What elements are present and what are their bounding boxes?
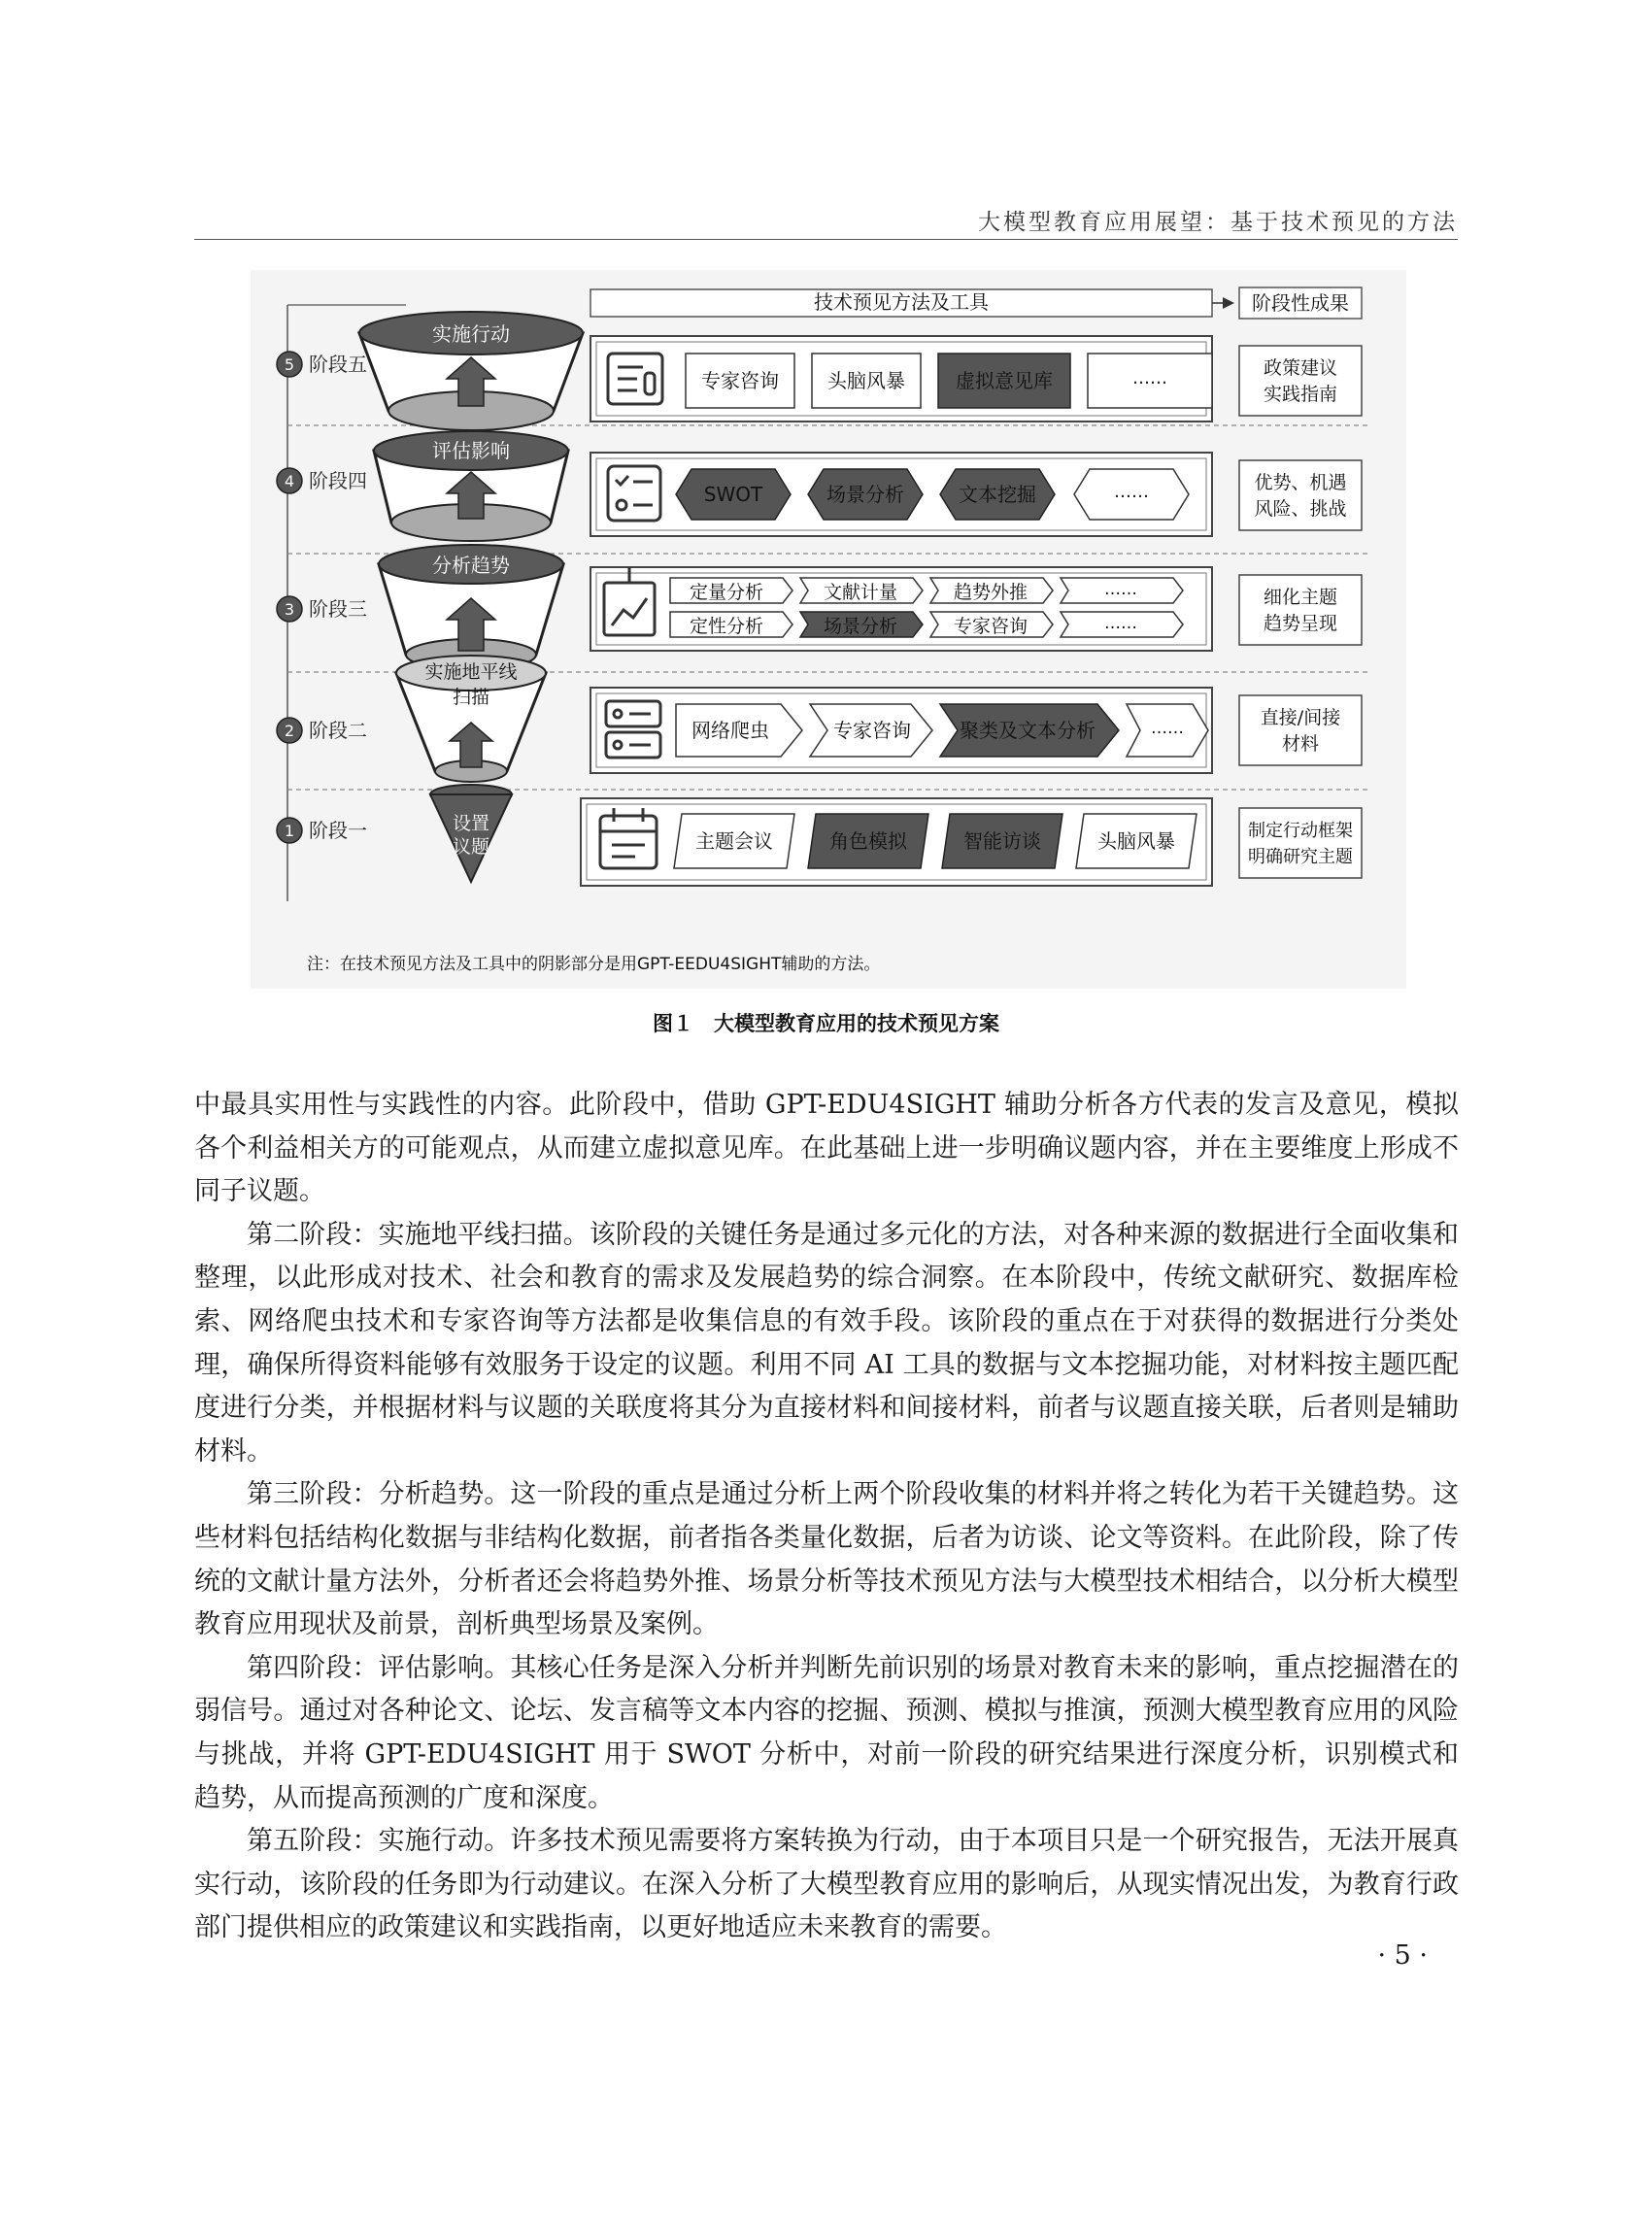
body-text xyxy=(194,1084,1459,1950)
stage-number-5: 5 xyxy=(284,355,295,374)
tool-ellipsis-3a: …… xyxy=(1104,580,1137,599)
stage-number-3: 3 xyxy=(284,600,295,619)
stage-4-row xyxy=(590,453,1362,536)
result-4a: 优势、机遇 xyxy=(1254,472,1347,493)
result-2a: 直接/间接 xyxy=(1260,707,1341,728)
methods-header xyxy=(590,289,1231,317)
funnel-label-1b: 议题 xyxy=(452,836,490,858)
tool-ellipsis-2: …… xyxy=(1151,719,1184,738)
figure-caption: 图１ 大模型教育应用的技术预见方案 xyxy=(653,1012,999,1035)
result-3a: 细化主题 xyxy=(1263,587,1338,608)
tool-ellipsis-5: …… xyxy=(1132,368,1167,388)
funnel-label-3: 分析趋势 xyxy=(432,554,510,577)
funnel-label-1a: 设置 xyxy=(452,813,490,834)
figure-1 xyxy=(251,270,1406,989)
tool-ellipsis-4: …… xyxy=(1114,482,1149,502)
funnel-label-2b: 扫描 xyxy=(452,687,490,708)
stage-5-row xyxy=(590,336,1362,422)
stage-number-2: 2 xyxy=(284,722,295,740)
header-rule xyxy=(194,239,1458,240)
funnel-label-4: 评估影响 xyxy=(432,439,510,462)
tool-expert-consult-5: 专家咨询 xyxy=(701,369,779,392)
stage-1-row xyxy=(581,798,1362,886)
results-header-label: 阶段性成果 xyxy=(1252,291,1349,315)
stage-label-3: 阶段三 xyxy=(309,597,367,621)
tool-bibliometrics: 文献计量 xyxy=(823,582,898,603)
stage-label-2: 阶段二 xyxy=(309,719,367,742)
foresight-scheme-diagram xyxy=(251,270,1406,989)
funnel xyxy=(359,312,583,882)
page-number: · 5 · xyxy=(1377,1940,1428,1971)
tool-text-mining: 文本挖掘 xyxy=(959,483,1036,506)
tool-virtual-opinion-bank: 虚拟意见库 xyxy=(956,369,1053,392)
tool-swot: SWOT xyxy=(703,483,763,506)
tool-expert-consult-2: 专家咨询 xyxy=(833,719,911,742)
methods-header-label: 技术预见方法及工具 xyxy=(814,290,989,314)
result-5a: 政策建议 xyxy=(1263,357,1338,379)
running-head-title: 大模型教育应用展望：基于技术预见的方法 xyxy=(978,210,1458,235)
tool-qualitative-analysis: 定性分析 xyxy=(689,616,764,637)
stage-label-4: 阶段四 xyxy=(309,469,367,492)
stage-2-row xyxy=(590,688,1362,773)
tool-brainstorm-5: 头脑风暴 xyxy=(827,369,905,392)
funnel-label-2a: 实施地平线 xyxy=(424,661,518,683)
stage-label-5: 阶段五 xyxy=(309,353,367,376)
stage-number-1: 1 xyxy=(284,822,295,840)
tool-quantitative-analysis: 定量分析 xyxy=(689,582,764,603)
tool-clustering-text-analysis: 聚类及文本分析 xyxy=(960,719,1096,742)
tool-theme-meeting: 主题会议 xyxy=(695,829,773,853)
tool-trend-extrapolation: 趋势外推 xyxy=(953,582,1028,603)
tool-web-crawler: 网络爬虫 xyxy=(691,719,769,742)
tool-expert-consult-3: 专家咨询 xyxy=(953,616,1028,637)
results-header xyxy=(1239,287,1362,319)
funnel-label-5: 实施行动 xyxy=(432,322,510,346)
paragraph-3: 第三阶段：分析趋势。这一阶段的重点是通过分析上两个阶段收集的材料并将之转化为若干关键趋势。这些材料包括结构化数据与非结构化数据，前者指各类量化数据，后者为访谈、论文等资料。在此阶段，除了传统的文献计量方法外，分析者还会将趋势外推、场景分析等技术预见方法与大模型技术相结合，以分析大模型教育应用现状及前景，剖析典型场景及案例。 xyxy=(194,1479,1459,1640)
result-5b: 实践指南 xyxy=(1263,384,1338,405)
figure-note: 注：在技术预见方法及工具中的阴影部分是用GPT-EEDU4SIGHT辅助的方法。 xyxy=(307,955,881,974)
result-4b: 风险、挑战 xyxy=(1254,498,1347,520)
stage-label-1: 阶段一 xyxy=(309,819,367,842)
result-2b: 材料 xyxy=(1281,733,1320,755)
stage-number-4: 4 xyxy=(284,472,295,490)
stage-3-row xyxy=(590,567,1362,651)
paragraph-2: 第二阶段：实施地平线扫描。该阶段的关键任务是通过多元化的方法，对各种来源的数据进行全面收集和整理，以此形成对技术、社会和教育的需求及发展趋势的综合洞察。在本阶段中，传统文献研究、数据库检索、网络爬虫技术和专家咨询等方法都是收集信息的有效手段。该阶段的重点在于对获得的数据进行分类处理，确保所得资料能够有效服务于设定的议题。利用不同 AI 工具的数据与文本挖掘功能，对材料按主题匹配度进行分类，并根据材料与议题的关联度将其分为直接材料和间接材料，前者与议题直接关联，后者则是辅助材料。 xyxy=(194,1219,1459,1467)
tool-smart-interview: 智能访谈 xyxy=(963,829,1041,853)
paragraph-5: 第五阶段：实施行动。许多技术预见需要将方案转换为行动，由于本项目只是一个研究报告，无法开展真实行动，该阶段的任务即为行动建议。在深入分析了大模型教育应用的影响后，从现实情况出发，为教育行政部门提供相应的政策建议和实践指南，以更好地适应未来教育的需要。 xyxy=(194,1826,1459,1943)
result-1b: 明确研究主题 xyxy=(1248,847,1353,867)
tool-ellipsis-3b: …… xyxy=(1104,614,1137,633)
result-3b: 趋势呈现 xyxy=(1263,613,1338,634)
tool-scenario-analysis-4: 场景分析 xyxy=(826,483,904,506)
tool-scenario-analysis-3: 场景分析 xyxy=(823,616,898,637)
tool-role-play: 角色模拟 xyxy=(829,829,907,853)
paragraph-1: 中最具实用性与实践性的内容。此阶段中，借助 GPT-EDU4SIGHT 辅助分析各方代表的发言及意见，模拟各个利益相关方的可能观点，从而建立虚拟意见库。在此基础上进一步明确议题内容，并在主要维度上形成不同子议题。 xyxy=(194,1090,1459,1207)
result-1a: 制定行动框架 xyxy=(1248,821,1353,841)
paragraph-4: 第四阶段：评估影响。其核心任务是深入分析并判断先前识别的场景对教育未来的影响，重点挖掘潜在的弱信号。通过对各种论文、论坛、发言稿等文本内容的挖掘、预测、模拟与推演，预测大模型教育应用的风险与挑战，并将 GPT-EDU4SIGHT 用于 SWOT 分析中，对前一阶段的研究结果进行深度分析，识别模式和趋势，从而提高预测的广度和深度。 xyxy=(194,1652,1459,1813)
tool-brainstorm-1: 头脑风暴 xyxy=(1097,829,1175,853)
